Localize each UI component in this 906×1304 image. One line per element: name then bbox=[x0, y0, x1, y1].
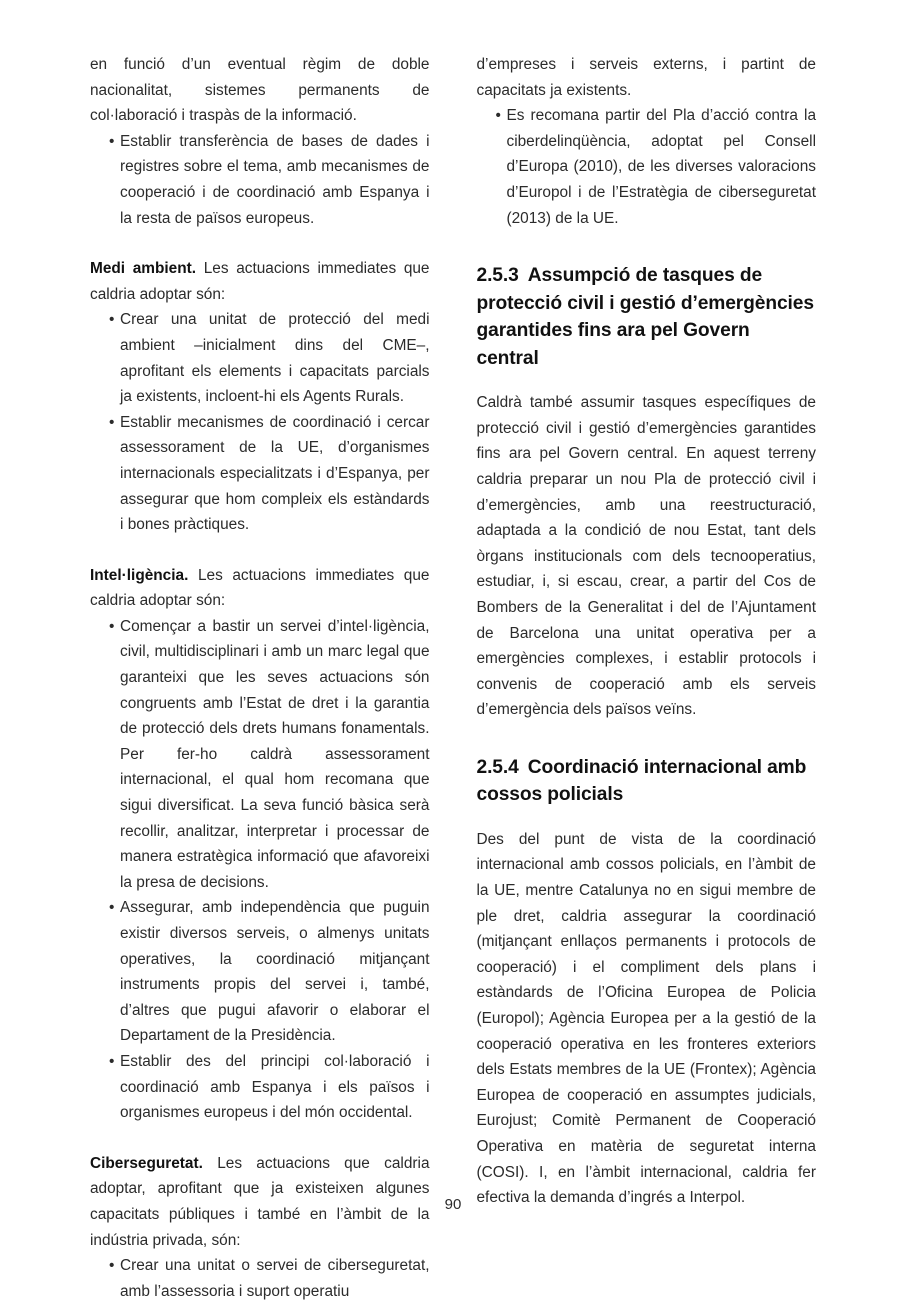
intelligencia-intro-text: Les actuacions immediates que caldria adoptar són: bbox=[90, 566, 430, 610]
list-item bbox=[90, 895, 430, 1049]
bullet-icon: • bbox=[109, 311, 115, 329]
right-continuation-bullet-list bbox=[477, 103, 817, 231]
spacer bbox=[90, 231, 430, 256]
list-item bbox=[90, 129, 430, 231]
medi-ambient-intro-paragraph bbox=[90, 256, 430, 307]
bullet-icon: • bbox=[109, 1257, 115, 1275]
section-title: Assumpció de tasques de protecció civil i gestió d’emergències garantides fins ara pel Govern central bbox=[476, 265, 814, 369]
runin-label-ciberseguretat: Ciberseguretat. bbox=[90, 1154, 203, 1172]
page-number: 90 bbox=[444, 1196, 462, 1213]
list-item-text: Establir transferència de bases de dades i registres sobre el tema, amb mecanismes de cooperació i de coordinació amb Espanya i la resta de països europeus. bbox=[120, 132, 430, 227]
section-title: Coordinació internacional amb cossos policials bbox=[476, 756, 807, 806]
medi-ambient-bullet-list bbox=[90, 307, 430, 537]
two-column-body bbox=[90, 52, 816, 1304]
left-continuation-bullet-list bbox=[90, 129, 430, 231]
spacer bbox=[90, 538, 430, 563]
intelligencia-bullet-list bbox=[90, 614, 430, 1126]
list-item bbox=[90, 1253, 430, 1304]
bullet-icon: • bbox=[109, 1052, 115, 1070]
list-item-text: Començar a bastir un servei d’intel·ligència, civil, multidisciplinari i amb un marc legal que garanteixi que les seves actuacions són congruents amb l’Estat de dret i la garantia de protecció dels drets humans fonamentals. Per fer-ho caldrà assessorament internacional, el qual hom recomana que sigui diversificat. La seva funció bàsica serà recollir, analitzar, interpretar i processar de manera estratègica informació que afavoreixi la presa de decisions. bbox=[120, 617, 430, 891]
list-item-text: Crear una unitat o servei de ciberseguretat, amb l’assessoria i suport operatiu bbox=[120, 1257, 430, 1300]
list-item bbox=[90, 614, 430, 896]
list-item-text: Es recomana partir del Pla d’acció contra la ciberdelinqüència, adoptat pel Consell d’Europa (2010), de les diverses valoracions d’Europol i de l’Estratègia de ciberseguretat (2013) de la UE. bbox=[506, 107, 816, 227]
section-heading-254 bbox=[477, 754, 817, 809]
intelligencia-intro-paragraph bbox=[90, 563, 430, 614]
list-item-text: Crear una unitat de protecció del medi ambient –inicialment dins del CME–, aprofitant els elements i capacitats parcials ja existents, incloent-hi els Agents Rurals. bbox=[120, 311, 430, 406]
left-column bbox=[90, 52, 430, 1304]
spacer bbox=[477, 723, 817, 754]
medi-ambient-intro-text: Les actuacions immediates que caldria adoptar són: bbox=[90, 260, 430, 303]
runin-label-intelligencia: Intel·ligència. bbox=[90, 566, 189, 584]
list-item-text: Establir des del principi col·laboració i coordinació amb Espanya i els països i organismes europeus i del món occidental. bbox=[120, 1052, 430, 1122]
ciberseguretat-bullet-list bbox=[90, 1253, 430, 1304]
ciberseguretat-intro-text: Les actuacions que caldria adoptar, aprofitant que ja existeixen algunes capacitats públiques i també en l’àmbit de la indústria privada, són: bbox=[90, 1154, 430, 1249]
bullet-icon: • bbox=[109, 899, 115, 917]
bullet-icon: • bbox=[109, 413, 115, 431]
spacer bbox=[477, 809, 817, 827]
list-item-text: Assegurar, amb independència que puguin existir diversos serveis, o almenys unitats operatives, la coordinació mitjançant instruments propis del servei i, també, d’altres que pugui afavorir o elaborar el Departament de la Presidència. bbox=[120, 899, 430, 1045]
list-item bbox=[90, 1049, 430, 1126]
list-item bbox=[477, 103, 817, 231]
section-number: 2.5.4 bbox=[476, 756, 519, 778]
right-column bbox=[477, 52, 817, 1304]
list-item bbox=[90, 410, 430, 538]
right-continuation-paragraph: d’empreses i serveis externs, i partint de capacitats ja existents. bbox=[476, 56, 816, 99]
list-item bbox=[90, 307, 430, 409]
spacer bbox=[477, 231, 817, 262]
bullet-icon: • bbox=[109, 132, 115, 150]
spacer bbox=[90, 1126, 430, 1151]
left-continuation-paragraph: en funció d’un eventual règim de doble nacionalitat, sistemes permanents de col·laboració i traspàs de la informació. bbox=[90, 56, 430, 125]
section-heading-253 bbox=[477, 262, 817, 372]
section-254-paragraph: Des del punt de vista de la coordinació internacional amb cossos policials, en l’àmbit de la UE, mentre Catalunya no en sigui membre de ple dret, caldria assegurar la coordinació (mitjançant enllaços permanents i protocols de cooperació) i el compliment dels plans i estàndards de l’Oficina Europea de Policia (Europol); Agència Europea per a la gestió de la cooperació operativa en les fronteres exteriors dels Estats membres de la UE (Frontex); Agència Europea de cooperació en assumptes judicials, Eurojust; Comitè Permanent de Cooperació Operativa en matèria de seguretat interna (COSI). I, en l’àmbit internacional, caldria fer efectiva la demanda d’ingrés a Interpol. bbox=[476, 830, 816, 1207]
section-253-paragraph: Caldrà també assumir tasques específiques de protecció civil i gestió d’emergències garantides fins ara pel Govern central. En aquest terreny caldria preparar un nou Pla de protecció civil i d’emergències, amb una reestructuració, adaptada a la condició de nou Estat, tant dels òrgans institucionals com dels tecnooperatius, estudiar, i, si escau, crear, a partir del Cos de Bombers de la Generalitat i del de l’Ajuntament de Barcelona una unitat operativa per a emergències complexes, i establir protocols i convenis de cooperació amb els serveis d’emergència dels països veïns. bbox=[476, 394, 816, 719]
bullet-icon: • bbox=[495, 107, 501, 125]
list-item-text: Establir mecanismes de coordinació i cercar assessorament de la UE, d’organismes internacionals especialitzats i d’Espanya, per assegurar que hom compleix els estàndards i bones pràctiques. bbox=[120, 413, 430, 534]
bullet-icon: • bbox=[109, 617, 115, 635]
runin-label-medi-ambient: Medi ambient. bbox=[90, 260, 197, 278]
section-number: 2.5.3 bbox=[476, 265, 519, 287]
spacer bbox=[477, 372, 817, 390]
